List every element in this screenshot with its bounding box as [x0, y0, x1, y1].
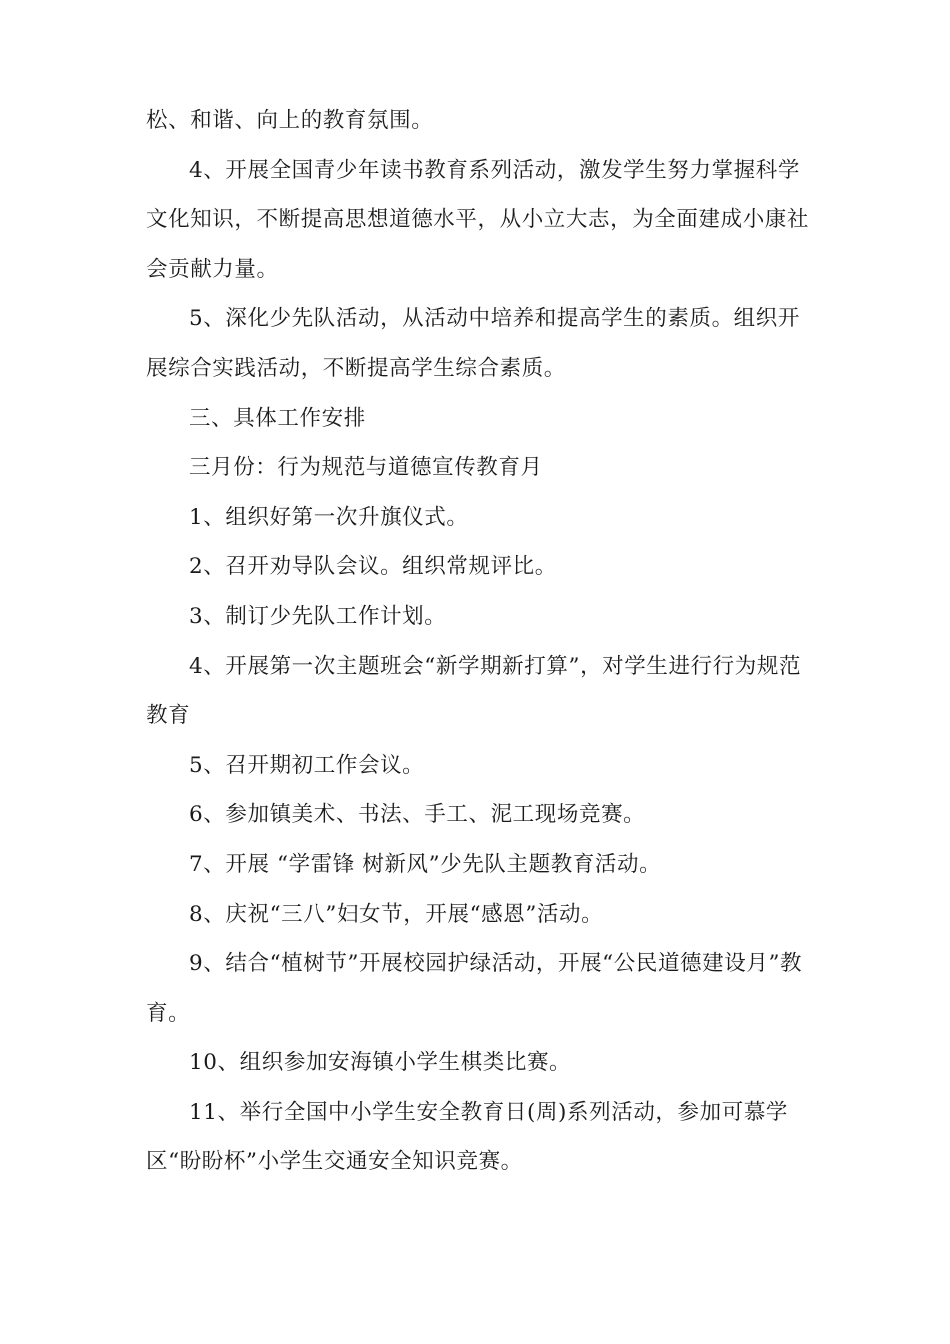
month-heading-march: 三月份：行为规范与道德宣传教育月	[189, 455, 543, 481]
paragraph-item-5-pioneers: 5、深化少先队活动，从活动中培养和提高学生的素质。组织开展综合实践活动，不断提高学生综合素质。	[146, 306, 800, 381]
list-item: 9、结合“植树节”开展校园护绿活动，开展“公民道德建设月”教育。	[146, 951, 803, 1026]
section-heading-work-arrangement: 三、具体工作安排	[189, 405, 366, 431]
paragraph-item-4-reading: 4、开展全国青少年读书教育系列活动，激发学生努力掌握科学文化知识，不断提高思想道德水平，从小立大志，为全面建成小康社会贡献力量。	[146, 157, 810, 282]
list-item: 11、举行全国中小学生安全教育日(周)系列活动，参加可慕学区“盼盼杯”小学生交通安全知识竞赛。	[146, 1099, 789, 1175]
document-page	[146, 96, 821, 1187]
list-item: 6、参加镇美术、书法、手工、泥工现场竞赛。	[189, 802, 646, 828]
list-item: 2、召开劝导队会议。组织常规评比。	[189, 554, 557, 580]
list-item: 5、召开期初工作会议。	[189, 752, 425, 778]
list-item: 8、庆祝“三八”妇女节，开展“感恩”活动。	[189, 901, 604, 927]
paragraph-continuation: 松、和谐、向上的教育氛围。	[146, 108, 434, 133]
list-item: 10、组织参加安海镇小学生棋类比赛。	[189, 1050, 572, 1076]
list-item: 4、开展第一次主题班会“新学期新打算”，对学生进行行为规范教育	[146, 653, 802, 729]
list-item: 3、制订少先队工作计划。	[189, 603, 447, 629]
list-item: 1、组织好第一次升旗仪式。	[189, 504, 469, 530]
list-item: 7、开展 “学雷锋 树新风”少先队主题教育活动。	[189, 851, 662, 877]
